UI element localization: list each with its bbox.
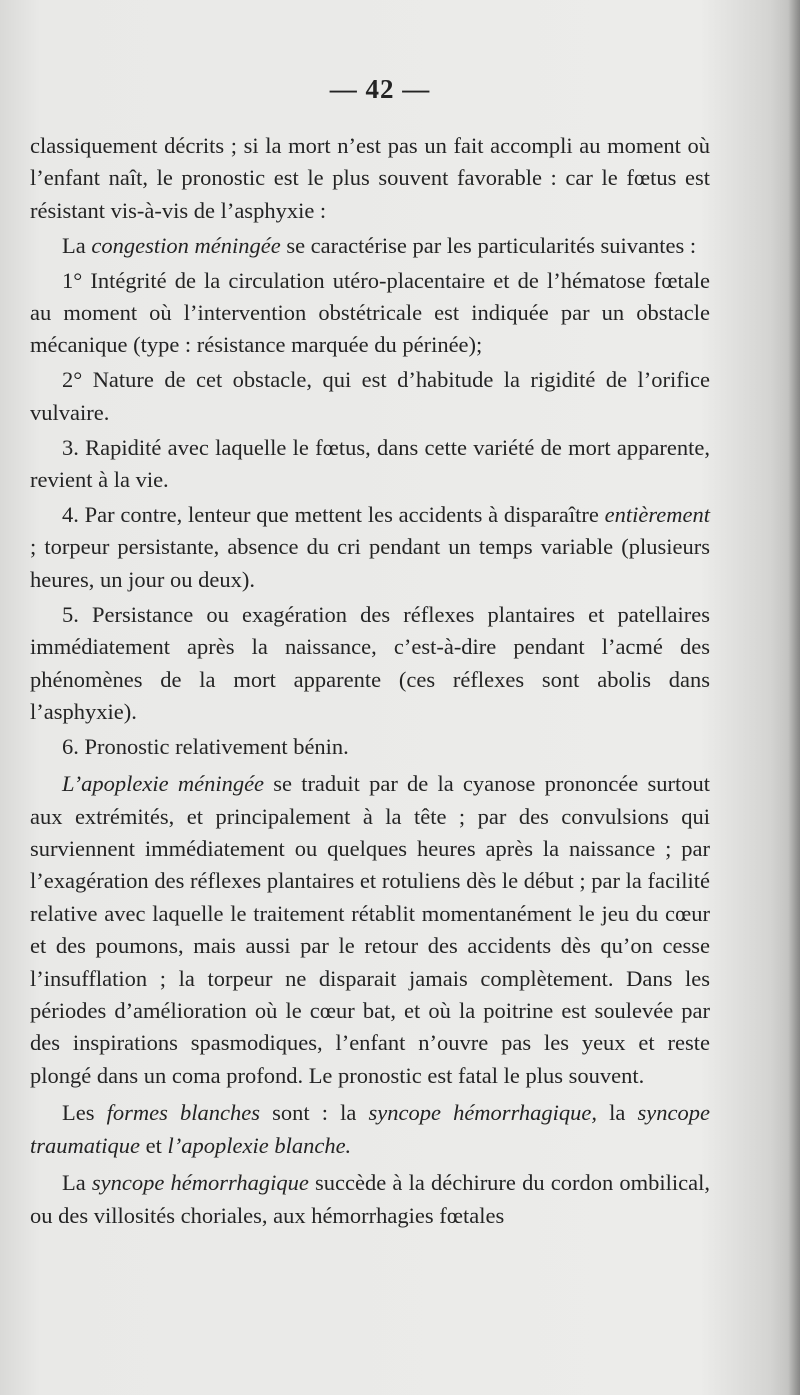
page-number: — 42 — (329, 74, 431, 104)
paragraph (30, 265, 710, 362)
text-run: 4. Par contre, lenteur que mettent les accidents à disparaître (62, 501, 605, 527)
paragraph (30, 432, 710, 497)
text-run: 6. Pronostic relativement bénin. (62, 733, 349, 759)
text-run: 3. Rapidité avec laquelle le fœtus, dans cette variété de mort apparente, revient à la vie. (30, 434, 710, 493)
paragraph (30, 599, 710, 729)
text-run: ; torpeur persistante, absence du cri pendant un temps variable (plusieurs heures, un jour ou deux). (30, 534, 710, 592)
text-run: La (62, 232, 92, 258)
text-run: succède à la déchirure du cordon ombilical, ou des villosités choriales, aux hémorrhagies fœtales (30, 1170, 710, 1228)
text-run: classiquement décrits ; si la mort n’est pas un fait accompli au moment où l’enfant naît, le pronostic est le plus souvent favorable : car le fœtus est résistant vis-à-vis de l’asphyxie : (30, 133, 710, 223)
italic-text-run: syncope traumatique (30, 1100, 710, 1158)
italic-text-run: congestion méningée (91, 232, 281, 258)
italic-text-run: l’apoplexie blanche. (167, 1132, 352, 1158)
text-run: 5. Persistance ou exagération des réflexes plantaires et patellaires immédiatement après la naissance, c’est-à-dire pendant l’acmé des phénomènes de la mort apparente (ces réflexes sont abolis dans l’asphyxie). (30, 601, 710, 724)
italic-text-run: entièrement (604, 501, 710, 527)
text-run: la (597, 1100, 638, 1126)
body-text (30, 130, 710, 1234)
page-edge-shadow (788, 0, 800, 1395)
italic-text-run: syncope hémorrhagique, (368, 1100, 598, 1126)
paragraph (30, 1097, 710, 1162)
italic-text-run: syncope hémorrhagique (91, 1170, 309, 1196)
paragraph (30, 230, 710, 262)
paragraph (30, 1167, 710, 1232)
text-run: se traduit par de la cyanose prononcée surtout aux extrémités, et principalement à la tête ; par des convulsions qui surviennent immédiatement ou quelques heures après la naissance ; par l’exagération des réflexes plantaires et rotuliens dès le début ; par la facilité relative avec laquelle le traitement rétablit momentanément le jeu du cœur et des poumons, mais aussi par le retour des accidents dès qu’on cesse l’insufflation ; la torpeur ne disparait jamais complètement. Dans les périodes d’amélioration où le cœur bat, et où la poitrine est soulevée par des inspirations spasmodiques, l’enfant n’ouvre pas les yeux et reste plongé dans un coma profond. Le pronostic est fatal le plus souvent. (30, 771, 710, 1088)
text-run: La (62, 1170, 92, 1196)
paragraph (30, 130, 710, 227)
paragraph (30, 499, 710, 596)
paragraph (30, 364, 710, 429)
text-run: sont : la (259, 1100, 369, 1126)
text-run: se caractérise par les particularités suivantes : (280, 232, 697, 258)
italic-text-run: formes blanches (106, 1100, 260, 1126)
italic-text-run: L’apoplexie méningée (62, 771, 265, 797)
text-run: 2° Nature de cet obstacle, qui est d’habitude la rigidité de l’orifice vulvaire. (30, 367, 710, 425)
paragraph (30, 731, 710, 763)
text-run: Les (62, 1100, 107, 1126)
text-run: et (140, 1132, 168, 1158)
text-run: 1° Intégrité de la circulation utéro-placentaire et de l’hématose fœtale au moment où l’intervention obstétricale est indiquée par un obstacle mécanique (type : résistance marquée du périnée); (30, 267, 710, 358)
paragraph (30, 768, 710, 1092)
